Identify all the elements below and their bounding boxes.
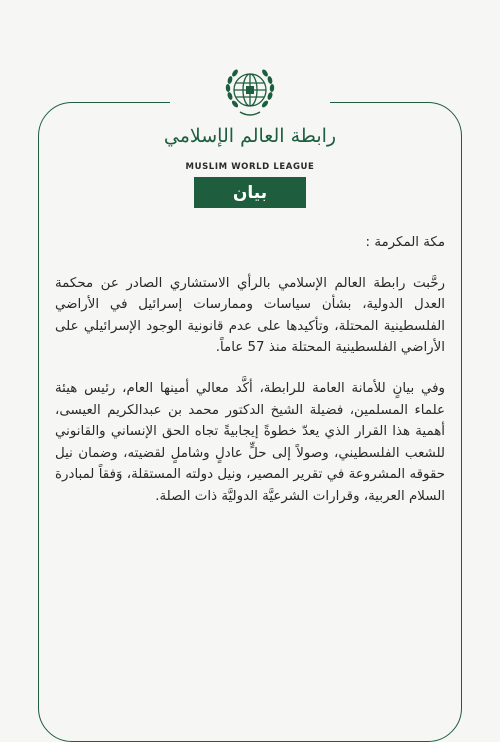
org-name-english: MUSLIM WORLD LEAGUE — [185, 162, 315, 172]
statement-paragraph: وفي بيانٍ للأمانة العامة للرابطة، أكَّد معالي أمينها العام، رئيس هيئة علماء المسلمين، فضيلة الشيخ الدكتور محمد بن عبدالكريم العيسى، أهمية هذا القرار الذي يعدّ خطوةً إيجابيةً تجاه الحق الإنساني والقانوني للشعب الفلسطيني، وصولاً إلى حلٍّ عادلٍ وشاملٍ لقضيته، وضمان نيل حقوقه المشروعة في تقرير المصير، ونيل دولته المستقلة، وَفقاً لمبادرة السلام العربية، وقرارات الشرعيَّة الدوليَّة ذات الصلة. — [55, 380, 445, 504]
statement-paragraph: رحَّبت رابطة العالم الإسلامي بالرأي الاستشاري الصادر عن محكمة العدل الدولية، بشأن سياسات وممارسات إسرائيل في الأراضي الفلسطينية المحتلة، وتأكيدها على عدم قانونية الوجود الإسرائيلي على الأراضي الفلسطينية المحتلة منذ 57 عاماً. — [55, 275, 445, 356]
statement-badge: بيان — [194, 177, 306, 208]
globe-logo-icon — [220, 62, 280, 122]
place-line: مكة المكرمة : — [365, 235, 445, 250]
org-name-arabic: رابطة العالم الإسلامي — [163, 125, 337, 147]
statement-body — [55, 232, 445, 527]
